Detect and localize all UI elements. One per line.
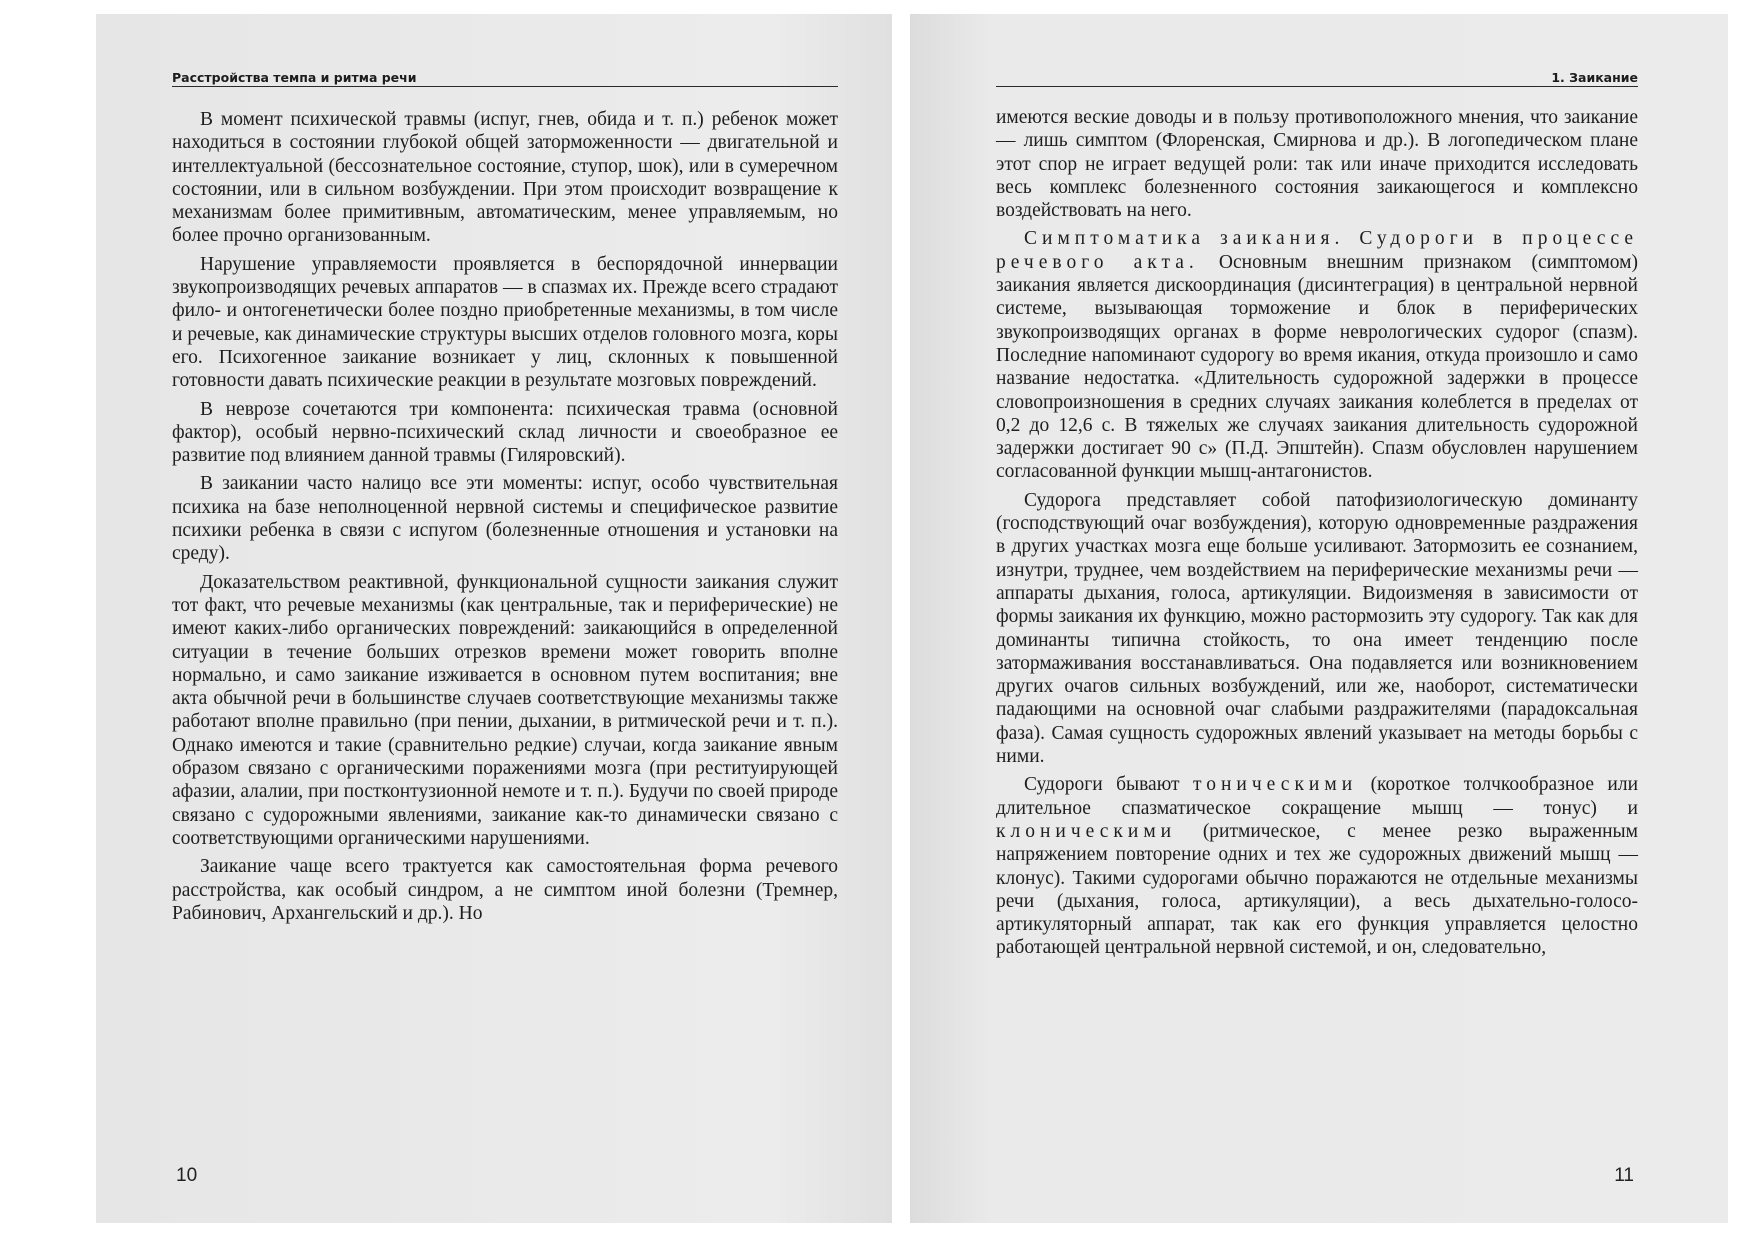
left-page-body — [172, 108, 838, 930]
paragraph-seizure-types — [996, 773, 1638, 959]
header-rule-left — [172, 86, 838, 87]
paragraph-neurosis: В неврозе сочетаются три компонента: психическая травма (основной фактор), особый нервно-психический склад личности и своеобразное ее развитие под влиянием данной травмы (Гиляровский). — [172, 398, 838, 467]
term-tonic: тоническими — [1192, 774, 1358, 796]
paragraph-dominant: Судорога представляет собой патофизиологическую доминанту (господствующий очаг возбуждения), которую одновременные раздражения в других участках мозга еще больше усиливают. Затормозить ее сознанием, изнутри, труднее, чем воздействием на периферические механизмы речи — аппараты дыхания, голоса, артикуляции. Видоизменяя в зависимости от формы заикания их функцию, можно растормозить эту судорогу. Так как для доминанты типична стойкость, то она имеет тенденцию после затормаживания восстанавливаться. Она подавляется или возникновением других очагов сильных возбуждений, или же, наоборот, систематически падающими на основной очаг слабыми раздражителями (парадоксальная фаза). Самая сущность судорожных явлений указывает на методы борьбы с ними. — [996, 489, 1638, 768]
right-page — [910, 14, 1728, 1223]
tonic-description: (короткое толчкообразное или длительное спазматическое сокращение мышц — тонус) и — [996, 774, 1639, 819]
page-number-left: 10 — [176, 1165, 198, 1186]
clonic-description: (ритмическое, с менее резко выраженным напряжением повторение одних и тех же судорожных движений мышц — клонус). Такими судорогами обычно поражаются не отдельные механизмы речи (дыхания, голоса, артикуляции), а весь дыхательно-голосо-артикуляторный аппарат, так как его функция управляется целостно работающей центральной нервной системой, и он, следовательно, — [996, 820, 1639, 959]
paragraph-classification: Заикание чаще всего трактуется как самостоятельная форма речевого расстройства, как особый синдром, а не симптом иной болезни (Тремнер, Рабинович, Архангельский и др.). Но — [172, 856, 838, 924]
paragraph-psychic-trauma: В момент психической травмы (испуг, гнев, обида и т. п.) ребенок может находиться в состоянии глубокой общей заторможенности — двигательной и интеллектуальной (бессознательное состояние, ступор, шок), или в сумеречном состоянии, или в сильном возбуждении. При этом происходит возвращение к механизмам более примитивным, автоматическим, менее управляемым, но более прочно организованным. — [172, 109, 838, 247]
term-clonic: клоническими — [996, 820, 1177, 842]
seizure-intro: Судороги бывают — [1024, 774, 1180, 796]
page-number-right: 11 — [1614, 1165, 1634, 1186]
header-rule-right — [996, 86, 1638, 87]
section-heading-symptomatology: Симптоматика заикания. Судороги в процессе речевого акта. — [996, 228, 1638, 273]
paragraph-stuttering-moments: В заикании часто налицо все эти моменты: испуг, особо чувствительная психика на базе неполноценной нервной системы и специфическое развитие психики ребенка в связи с испугом (болезненные отношения и установки на среду). — [172, 473, 838, 565]
paragraph-continuation: имеются веские доводы и в пользу противоположного мнения, что заикание — лишь симптом (Флоренская, Смирнова и др.). В логопедическом плане этот спор не играет ведущей роли: так или иначе приходится исследовать весь комплекс болезненного состояния заикающегося и комплексно воздействовать на него. — [996, 107, 1638, 222]
paragraph-control-disorder: Нарушение управляемости проявляется в беспорядочной иннервации звукопроизводящих речевых аппаратов — в спазмах их. Прежде всего страдают фило- и онтогенетически более поздно приобретенные механизмы, в том числе и речевые, как динамические структуры высших отделов головного мозга, коры его. Психогенное заикание возникает у лиц, склонных к повышенной готовности давать психические реакции в результате мозговых повреждений. — [172, 253, 838, 392]
running-head-right: 1. Заикание — [1551, 70, 1638, 85]
left-page — [96, 14, 892, 1223]
paragraph-functional-evidence: Доказательством реактивной, функциональной сущности заикания служит тот факт, что речевые механизмы (как центральные, так и периферические) не имеют каких-либо органических повреждений: заикающийся в определенной ситуации в течение больших отрезков времени может говорить вполне нормально, и само заикание изживается в основном путем воспитания; вне акта обычной речи в большинстве случаев соответствующие механизмы также работают вполне правильно (при пении, дыхании, в ритмической речи и т. п.). Однако имеются и такие (сравнительно редкие) случаи, когда заикание явным образом связано с органическими поражениями мозга (при реституирующей афазии, алалии, при постконтузионной немоте и т. п.). Будучи по своей природе связано с судорожными явлениями, заикание как-то динамически связано с соответствующими органическими нарушениями. — [172, 571, 838, 849]
running-head-left: Расстройства темпа и ритма речи — [172, 70, 417, 85]
section-text-symptomatology: Основным внешним признаком (симптомом) заикания является дискоординация (дисинтеграция) в центральной нервной системе, вызывающая торможение и блок в периферических звукопроизводящих органах в форме неврологических судорог (спазм). Последние напоминают судорогу во время икания, откуда произошло и само название недостатка. «Длительность судорожной задержки в процессе словопроизношения в средних случаях заикания колеблется в пределах от 0,2 до 12,6 с. В тяжелых же случаях заикания длительность судорожной задержки достигает 90 с» (П.Д. Эпштейн). Спазм обусловлен нарушением согласованной функции мышц-антагонистов. — [996, 251, 1639, 483]
right-page-body — [996, 106, 1638, 965]
paragraph-symptomatology — [996, 227, 1638, 483]
